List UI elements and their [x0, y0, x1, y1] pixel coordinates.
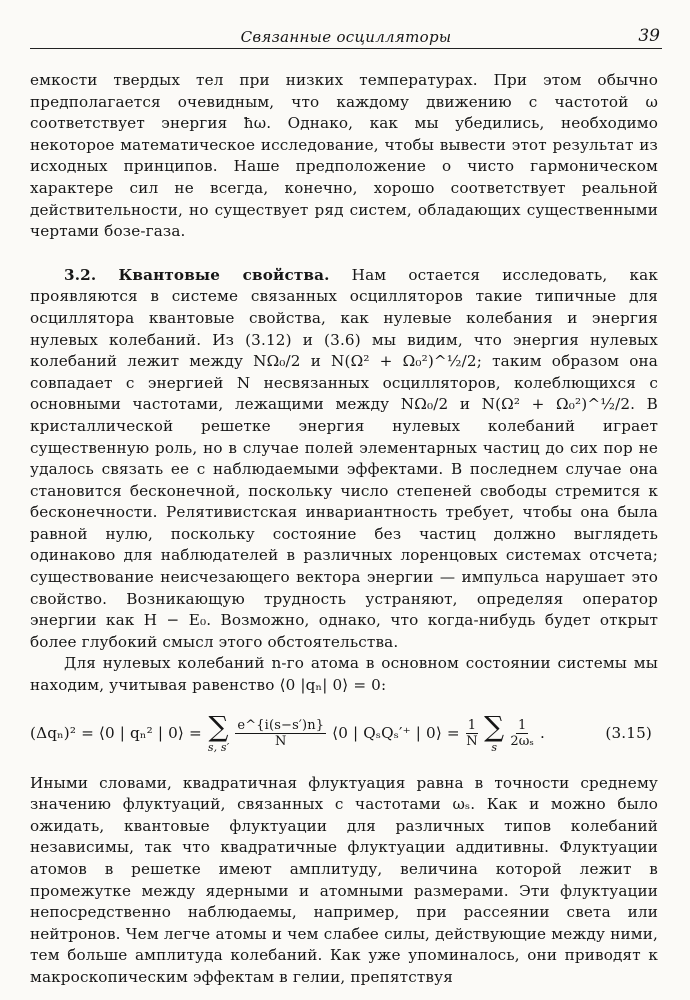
section-number: 3.2. [64, 265, 97, 284]
paragraph-continuation: емкости твердых тел при низких температурах. При этом обычно предполагается очевидным, что каждому движению с частотой ω соответствует энергия ħω. Однако, как мы убедились, необходимо некоторое математическое исследование, чтобы вывести этот результат из исходных принципов. Наше предположение о чисто гармоническом характере сил не всегда, конечно, хорошо соответствует реальной действительности, но существует ряд систем, обладающих существенными чертами бозе-газа. [30, 71, 658, 241]
section-title: Квантовые свойства. [118, 265, 330, 284]
page-header [30, 26, 662, 49]
fraction-exponential: $\frac{e\^{}\{i(s-s')n\}}{N}$ [237, 718, 325, 750]
running-title: Связанные осцилляторы [240, 28, 452, 46]
summation-index: s, s′ [207, 740, 230, 754]
summation-s-s-prime: ∑ s, s′ [207, 709, 230, 754]
summation-s: ∑ s [484, 709, 505, 754]
fraction-one-over-n: $\frac{1}{N}$ [466, 718, 478, 750]
page-number: 39 [638, 26, 660, 46]
equation-3-15: (Δqₙ)² = ⟨0 | qₙ² | 0⟩ = ∑ s, s′ $\frac{e\^{}\{i(s-s')n\}}{N}$ ⟨0 | QₛQₛ′⁺ | 0⟩ = $\frac{1}{N}$ ∑ s $\frac{1}{\text{2ωₛ}}$ . (3.15) [30, 705, 658, 763]
paragraph-fluctuations: Иными словами, квадратичная флуктуация равна в точности среднему значению флуктуаций, связанных с частотами ωₛ. Как и можно было ожидать, квантовые флуктуации для различных типов колебаний независимы, так что квадратичные флуктуации аддитивны. Флуктуации атомов в решетке имеют амплитуду, величина которой лежит в промежутке между ядерными и атомными размерами. Эти флуктуации непосредственно наблюдаемы, например, при рассеянии света или нейтронов. Чем легче атомы и чем слабее силы, действующие между ними, тем больше амплитуда колебаний. Как уже упоминалось, они приводят к макроскопическим эффектам в гелии, препятствуя [30, 773, 658, 986]
paragraph-section-3-2 [30, 265, 658, 654]
paragraph-zero-oscillations: Для нулевых колебаний n-го атома в основном состоянии системы мы находим, учитывая равенство ⟨0 |qₙ| 0⟩ = 0: [30, 654, 658, 695]
equation-label: (3.15) [605, 723, 652, 742]
equation-lhs: (Δqₙ)² = ⟨0 | qₙ² | 0⟩ = [30, 723, 202, 742]
page-body [30, 70, 658, 989]
section-text: Нам остается исследовать, как проявляются в системе связанных осцилляторов такие типичные для осциллятора квантовые свойства, как нулевые колебания и энергия нулевых колебаний. Из (3.12) и (3.6) мы видим, что энергия нулевых колебаний лежит между NΩ₀/2 и N(Ω² + Ω₀²)^½/2; таким образом она совпадает с энергией N несвязанных осцилляторов, колеблющихся с основными частотами, лежащими между NΩ₀/2 и N(Ω² + Ω₀²)^½/2. В кристаллической решетке энергия нулевых колебаний играет существенную роль, но в случае полей элементарных частиц до сих пор не удалось связать ее с наблюдаемыми эффектами. В последнем случае она становится бесконечной, поскольку число степеней свободы стремится к бесконечности. Релятивистская инвариантность требует, чтобы она была равной нулю, поскольку состояние без частиц должно выглядеть одинаково для наблюдателей в различных лоренцовых системах отсчета; существование неисчезающего вектора энергии — импульса нарушает это свойство. Возникающую трудность устраняют, определяя оператор энергии как H − E₀. Возможно, однако, что когда-нибудь будет открыт более глубокий смысл этого обстоятельства. [30, 265, 659, 651]
equation-middle: ⟨0 | QₛQₛ′⁺ | 0⟩ = [332, 723, 460, 742]
fraction-one-over-two-omega: $\frac{1}{\text{2ωₛ}}$ [510, 718, 535, 750]
